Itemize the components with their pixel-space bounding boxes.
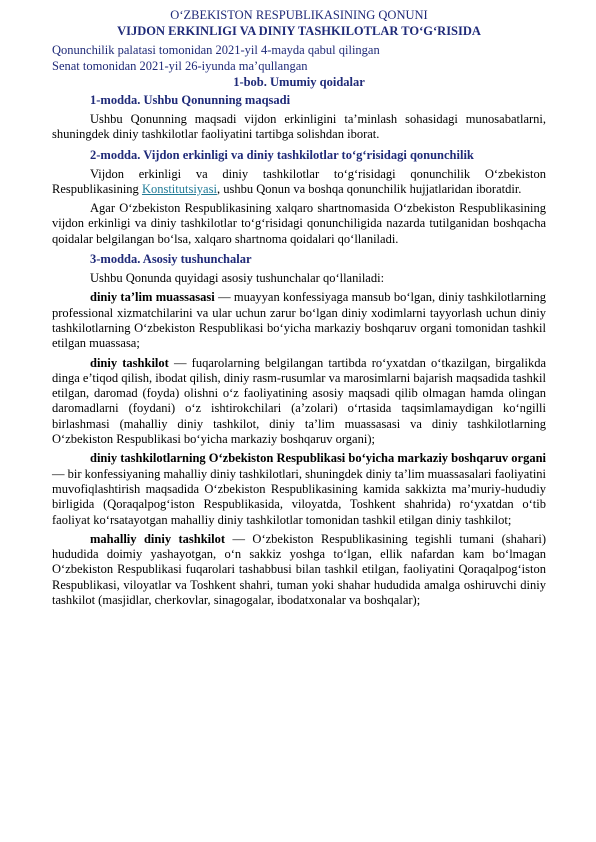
approved-senate: Senat tomonidan 2021-yil 26-iyunda ma’qullangan — [52, 58, 308, 73]
definition-central-governing-body — [52, 451, 546, 527]
article-1-heading: 1-modda. Ushbu Qonunning maqsadi — [90, 93, 291, 107]
article-3-intro: Ushbu Qonunda quyidagi asosiy tushunchalar qo‘llaniladi: — [90, 271, 385, 286]
chapter-heading: 1-bob. Umumiy qoidalar — [233, 75, 365, 89]
article-2-heading: 2-modda. Vijdon erkinligi va diniy tashkilotlar to‘g‘risidagi qonunchilik — [90, 147, 474, 162]
adopted-legislative: Qonunchilik palatasi tomonidan 2021-yil 4-mayda qabul qilingan — [52, 43, 380, 57]
article-2-p1-before: Vijdon erkinligi va diniy tashkilotlar to‘g‘risidagi qonunchilik O‘zbekiston Respublikasining — [52, 166, 546, 196]
definition-term: diniy tashkilot — [90, 355, 169, 370]
definition-text: — fuqarolarning belgilangan tartibda ro‘yxatdan o‘tkazilgan, birgalikda dinga e’tiqod qilish, ibodat qilish, diniy rasm-rusumlar va marosimlarni bajarish maqsadida tashkil etilgan, daromad (foyda) olishni o‘z faoliyatining asosiy maqsadi qilib olmagan hamda olingan daromadlarni (foydani) o‘z ishtirokchilari (a’zolari) o‘rtasida taqsimlamaydigan ko‘ngilli birlashmasi (mahalliy diniy tashkilot, diniy ta’lim muassasasi va diniy tashkilotlarning O‘zbekiston Respublikasi bo‘yicha markaziy boshqaruv organi); — [52, 355, 547, 447]
definition-religious-organization — [52, 356, 546, 448]
article-3-heading: 3-modda. Asosiy tushunchalar — [90, 252, 252, 267]
definition-term: diniy ta’lim muassasasi — [90, 290, 215, 305]
law-title-line2: VIJDON ERKINLIGI VA DINIY TASHKILOTLAR TO‘G‘RISIDA — [117, 23, 481, 38]
definition-text: — bir konfessiyaning mahalliy diniy tashkilotlari, shuningdek diniy ta’lim muassasalari faoliyatini muvofiqlashtirish maqsadida O‘zbekiston Respublikasining kamida sakkizta ma’muriy-hududiy birligida (Qoraqalpog‘iston Respublikasida, viloyatda, Toshkent shahrida) ro‘yxatdan o‘tib faoliyat ko‘rsatayotgan mahalliy diniy tashkilotlar tomonidan tashkil etilgan diniy tashkilot; — [52, 466, 547, 527]
article-2-p1-after: , ushbu Qonun va boshqa qonunchilik hujjatlaridan iboratdir. — [216, 181, 522, 196]
article-2-paragraph-1 — [52, 167, 546, 198]
adoption-info — [52, 43, 546, 74]
definition-text: — muayyan konfessiyaga mansub bo‘lgan, diniy tashkilotlarning professional xizmatchilarini va ular uchun zarur bo‘lgan diniy xodimlarni tayyorlash uchun diniy tashkilotlarning O‘zbekiston Respublikasi bo‘yicha markaziy boshqaruv organi tomonidan tashkil etilgan muassasa; — [52, 290, 546, 351]
definition-local-religious-organization — [52, 532, 546, 608]
article-1-text: Ushbu Qonunning maqsadi vijdon erkinligini ta’minlash sohasidagi munosabatlarni, shuningdek diniy tashkilotlar faoliyatini tartibga solishdan iborat. — [52, 112, 546, 142]
article-2-paragraph-2: Agar O‘zbekiston Respublikasining xalqaro shartnomasida O‘zbekiston Respublikasining vijdon erkinligi va diniy tashkilotlar to‘g‘risidagi qonunchiligida nazarda tutilganidan boshqacha qoidalar belgilangan bo‘lsa, xalqaro shartnoma qoidalari qo‘llaniladi. — [52, 201, 546, 246]
definition-religious-education — [52, 290, 546, 351]
constitution-link[interactable]: Konstitutsiyasi — [141, 181, 217, 196]
definition-term: diniy tashkilotlarning O‘zbekiston Respublikasi bo‘yicha markaziy boshqaruv organi — [90, 451, 546, 466]
definition-term: mahalliy diniy tashkilot — [90, 531, 226, 546]
law-title — [52, 8, 546, 39]
law-title-line1: O‘ZBEKISTON RESPUBLIKASINING QONUNI — [170, 8, 428, 22]
definition-text: — O‘zbekiston Respublikasining tegishli tumani (shahari) hududida doimiy yashayotgan, o‘n sakkiz yoshga to‘lgan, ellik nafardan kam bo‘lmagan O‘zbekiston Respublikasi fuqarolari tashabbusi bilan tashkil etilgan, faoliyatini Qoraqalpog‘iston Respublikasi, viloyatlar va Toshkent shahri, tuman yoki shahar hududida amalga oshiruvchi diniy tashkilot (masjidlar, cherkovlar, sinagogalar, ibodatxonalar va boshqalar); — [52, 531, 546, 608]
